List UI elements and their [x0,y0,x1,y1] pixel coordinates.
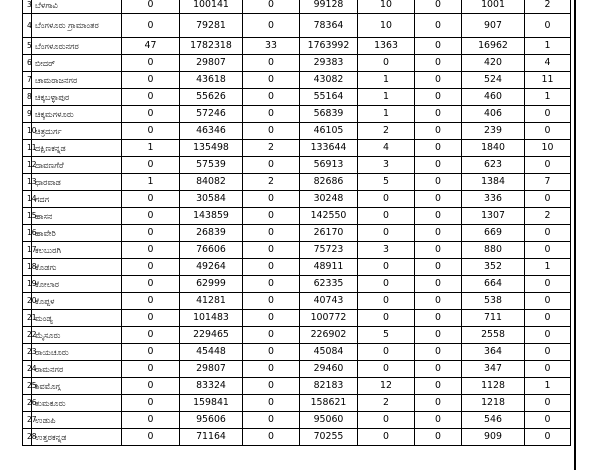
value-cell-c1: 0 [122,14,180,38]
value-cell-c2: 29807 [180,55,243,72]
value-cell-c1: 0 [122,310,180,327]
serial-number-cell: 5 [23,38,32,55]
value-cell-c8: 4 [525,55,571,72]
table-row [23,429,571,446]
value-cell-c3: 2 [243,174,300,191]
district-name-cell: ತುಮಕೂರು [32,395,122,412]
value-cell-c4: 56839 [300,106,358,123]
value-cell-c6: 0 [415,0,462,14]
value-cell-c4: 133644 [300,140,358,157]
district-name-cell: ಚಾಮರಾಜನಗರ [32,72,122,89]
serial-number-cell: 17 [23,242,32,259]
serial-number-cell: 18 [23,259,32,276]
value-cell-c1: 0 [122,344,180,361]
value-cell-c5: 1363 [358,38,415,55]
district-name-cell: ಶಿವಮೊಗ್ಗ [32,378,122,395]
table-row [23,276,571,293]
value-cell-c5: 10 [358,14,415,38]
value-cell-c1: 0 [122,276,180,293]
district-name-cell: ಹಾಸನ [32,208,122,225]
value-cell-c8: 0 [525,123,571,140]
serial-number-cell: 26 [23,395,32,412]
table-row [23,327,571,344]
value-cell-c4: 43082 [300,72,358,89]
serial-number-cell: 4 [23,14,32,38]
value-cell-c2: 57246 [180,106,243,123]
value-cell-c5: 0 [358,293,415,310]
value-cell-c8: 0 [525,395,571,412]
value-cell-c1: 0 [122,106,180,123]
value-cell-c3: 0 [243,55,300,72]
value-cell-c3: 0 [243,293,300,310]
table-row [23,174,571,191]
value-cell-c6: 0 [415,89,462,106]
value-cell-c2: 45448 [180,344,243,361]
value-cell-c3: 0 [243,327,300,344]
serial-number-cell: 15 [23,208,32,225]
value-cell-c4: 30248 [300,191,358,208]
district-name-cell: ಉತ್ತರಕನ್ನಡ [32,429,122,446]
table-row [23,344,571,361]
value-cell-c1: 0 [122,0,180,14]
value-cell-c1: 0 [122,242,180,259]
value-cell-c6: 0 [415,293,462,310]
table-row [23,89,571,106]
serial-number-cell: 8 [23,89,32,106]
value-cell-c4: 45084 [300,344,358,361]
district-name-cell: ಕೋಲಾರ [32,276,122,293]
value-cell-c7: 1218 [462,395,525,412]
value-cell-c4: 48911 [300,259,358,276]
value-cell-c4: 70255 [300,429,358,446]
value-cell-c8: 7 [525,174,571,191]
value-cell-c3: 33 [243,38,300,55]
table-row [23,0,571,14]
value-cell-c3: 0 [243,225,300,242]
value-cell-c3: 0 [243,14,300,38]
value-cell-c2: 43618 [180,72,243,89]
value-cell-c1: 0 [122,225,180,242]
value-cell-c5: 1 [358,106,415,123]
value-cell-c4: 75723 [300,242,358,259]
value-cell-c8: 1 [525,89,571,106]
district-name-cell: ಕೊಡಗು [32,259,122,276]
value-cell-c2: 57539 [180,157,243,174]
value-cell-c7: 2558 [462,327,525,344]
value-cell-c2: 1782318 [180,38,243,55]
value-cell-c5: 0 [358,429,415,446]
value-cell-c2: 143859 [180,208,243,225]
value-cell-c2: 100141 [180,0,243,14]
value-cell-c7: 239 [462,123,525,140]
value-cell-c1: 0 [122,208,180,225]
table-row [23,378,571,395]
serial-number-cell: 6 [23,55,32,72]
table-row [23,361,571,378]
value-cell-c8: 0 [525,412,571,429]
serial-number-cell: 28 [23,429,32,446]
value-cell-c6: 0 [415,429,462,446]
value-cell-c3: 0 [243,191,300,208]
value-cell-c7: 347 [462,361,525,378]
value-cell-c3: 0 [243,276,300,293]
value-cell-c2: 46346 [180,123,243,140]
serial-number-cell: 3 [23,0,32,14]
district-name-cell: ಉಡುಪಿ [32,412,122,429]
value-cell-c8: 0 [525,344,571,361]
value-cell-c5: 0 [358,344,415,361]
value-cell-c4: 142550 [300,208,358,225]
district-name-cell: ಹಾವೇರಿ [32,225,122,242]
page-border [574,0,576,470]
value-cell-c2: 76606 [180,242,243,259]
value-cell-c6: 0 [415,242,462,259]
district-name-cell: ಬೆಳಗಾವಿ [32,0,122,14]
serial-number-cell: 10 [23,123,32,140]
value-cell-c7: 623 [462,157,525,174]
value-cell-c5: 2 [358,123,415,140]
value-cell-c6: 0 [415,106,462,123]
value-cell-c1: 1 [122,174,180,191]
value-cell-c8: 1 [525,378,571,395]
value-cell-c3: 0 [243,242,300,259]
table-row [23,14,571,38]
serial-number-cell: 13 [23,174,32,191]
district-name-cell: ಕಲಬುರಗಿ [32,242,122,259]
value-cell-c2: 71164 [180,429,243,446]
value-cell-c6: 0 [415,395,462,412]
value-cell-c7: 909 [462,429,525,446]
table-row [23,191,571,208]
value-cell-c2: 29807 [180,361,243,378]
value-cell-c8: 0 [525,310,571,327]
value-cell-c4: 226902 [300,327,358,344]
district-name-cell: ಬೆಂಗಳೂರು ಗ್ರಾಮಾಂತರ [32,14,122,38]
table-row [23,123,571,140]
district-name-cell: ಗದಗ [32,191,122,208]
serial-number-cell: 23 [23,344,32,361]
value-cell-c7: 880 [462,242,525,259]
value-cell-c4: 82686 [300,174,358,191]
value-cell-c3: 0 [243,208,300,225]
value-cell-c6: 0 [415,123,462,140]
value-cell-c8: 0 [525,242,571,259]
table-row [23,72,571,89]
value-cell-c8: 0 [525,429,571,446]
table-row [23,412,571,429]
value-cell-c8: 0 [525,276,571,293]
value-cell-c6: 0 [415,157,462,174]
value-cell-c5: 0 [358,361,415,378]
district-name-cell: ಬೆಂಗಳೂರುನಗರ [32,38,122,55]
value-cell-c4: 55164 [300,89,358,106]
value-cell-c6: 0 [415,344,462,361]
table-row [23,157,571,174]
serial-number-cell: 22 [23,327,32,344]
value-cell-c7: 907 [462,14,525,38]
value-cell-c2: 62999 [180,276,243,293]
district-name-cell: ಬೀದರ್ [32,55,122,72]
table-row [23,140,571,157]
serial-number-cell: 27 [23,412,32,429]
value-cell-c8: 0 [525,157,571,174]
value-cell-c1: 0 [122,429,180,446]
value-cell-c1: 0 [122,412,180,429]
value-cell-c5: 0 [358,412,415,429]
value-cell-c3: 0 [243,310,300,327]
value-cell-c2: 26839 [180,225,243,242]
value-cell-c2: 229465 [180,327,243,344]
table-row [23,242,571,259]
value-cell-c6: 0 [415,412,462,429]
value-cell-c3: 0 [243,259,300,276]
value-cell-c7: 1128 [462,378,525,395]
value-cell-c6: 0 [415,327,462,344]
value-cell-c2: 55626 [180,89,243,106]
value-cell-c7: 711 [462,310,525,327]
value-cell-c3: 0 [243,378,300,395]
value-cell-c7: 336 [462,191,525,208]
value-cell-c1: 47 [122,38,180,55]
value-cell-c1: 0 [122,327,180,344]
value-cell-c5: 4 [358,140,415,157]
value-cell-c2: 30584 [180,191,243,208]
value-cell-c5: 0 [358,310,415,327]
value-cell-c6: 0 [415,208,462,225]
value-cell-c4: 62335 [300,276,358,293]
table-row [23,259,571,276]
serial-number-cell: 11 [23,140,32,157]
value-cell-c7: 1001 [462,0,525,14]
value-cell-c3: 0 [243,395,300,412]
value-cell-c4: 56913 [300,157,358,174]
table-row [23,38,571,55]
serial-number-cell: 25 [23,378,32,395]
value-cell-c5: 2 [358,395,415,412]
value-cell-c3: 0 [243,157,300,174]
value-cell-c3: 0 [243,89,300,106]
value-cell-c7: 1840 [462,140,525,157]
value-cell-c7: 538 [462,293,525,310]
serial-number-cell: 24 [23,361,32,378]
district-name-cell: ಚಿತ್ರದುರ್ಗ [32,123,122,140]
value-cell-c6: 0 [415,140,462,157]
value-cell-c8: 2 [525,208,571,225]
district-statistics-table [22,0,571,446]
value-cell-c1: 0 [122,191,180,208]
value-cell-c5: 5 [358,327,415,344]
value-cell-c7: 364 [462,344,525,361]
value-cell-c5: 0 [358,225,415,242]
value-cell-c5: 0 [358,259,415,276]
table-body [23,0,571,446]
value-cell-c5: 12 [358,378,415,395]
value-cell-c5: 0 [358,55,415,72]
value-cell-c1: 0 [122,378,180,395]
value-cell-c5: 1 [358,72,415,89]
value-cell-c6: 0 [415,361,462,378]
value-cell-c8: 10 [525,140,571,157]
district-name-cell: ಕೊಪ್ಪಳ [32,293,122,310]
value-cell-c5: 0 [358,191,415,208]
value-cell-c4: 29460 [300,361,358,378]
value-cell-c1: 0 [122,395,180,412]
value-cell-c1: 0 [122,293,180,310]
value-cell-c4: 99128 [300,0,358,14]
value-cell-c4: 82183 [300,378,358,395]
value-cell-c7: 460 [462,89,525,106]
value-cell-c1: 0 [122,55,180,72]
serial-number-cell: 9 [23,106,32,123]
value-cell-c7: 352 [462,259,525,276]
value-cell-c1: 0 [122,89,180,106]
district-name-cell: ರಾಯಚೂರು [32,344,122,361]
table-row [23,106,571,123]
district-name-cell: ಮೈಸೂರು [32,327,122,344]
value-cell-c4: 46105 [300,123,358,140]
value-cell-c7: 1384 [462,174,525,191]
value-cell-c3: 0 [243,106,300,123]
value-cell-c4: 78364 [300,14,358,38]
value-cell-c5: 3 [358,242,415,259]
value-cell-c3: 0 [243,0,300,14]
district-name-cell: ದಾವಣಗೆರೆ [32,157,122,174]
value-cell-c1: 0 [122,157,180,174]
value-cell-c8: 1 [525,259,571,276]
value-cell-c6: 0 [415,14,462,38]
table-row [23,225,571,242]
table-row [23,208,571,225]
value-cell-c6: 0 [415,174,462,191]
value-cell-c1: 0 [122,361,180,378]
value-cell-c3: 0 [243,429,300,446]
value-cell-c4: 26170 [300,225,358,242]
value-cell-c8: 0 [525,225,571,242]
value-cell-c4: 1763992 [300,38,358,55]
value-cell-c5: 0 [358,276,415,293]
serial-number-cell: 21 [23,310,32,327]
data-table-container [22,0,570,446]
value-cell-c2: 83324 [180,378,243,395]
value-cell-c5: 10 [358,0,415,14]
value-cell-c7: 406 [462,106,525,123]
value-cell-c3: 0 [243,344,300,361]
value-cell-c2: 41281 [180,293,243,310]
value-cell-c7: 420 [462,55,525,72]
value-cell-c2: 49264 [180,259,243,276]
value-cell-c1: 0 [122,259,180,276]
serial-number-cell: 16 [23,225,32,242]
value-cell-c3: 0 [243,72,300,89]
value-cell-c5: 5 [358,174,415,191]
value-cell-c6: 0 [415,191,462,208]
value-cell-c7: 1307 [462,208,525,225]
value-cell-c6: 0 [415,72,462,89]
district-name-cell: ಚಿಕ್ಕಮಗಳೂರು [32,106,122,123]
value-cell-c2: 79281 [180,14,243,38]
serial-number-cell: 19 [23,276,32,293]
value-cell-c2: 135498 [180,140,243,157]
value-cell-c8: 0 [525,14,571,38]
table-row [23,395,571,412]
value-cell-c8: 0 [525,327,571,344]
value-cell-c3: 0 [243,361,300,378]
value-cell-c7: 546 [462,412,525,429]
table-row [23,293,571,310]
value-cell-c6: 0 [415,259,462,276]
value-cell-c7: 524 [462,72,525,89]
value-cell-c1: 0 [122,123,180,140]
district-name-cell: ರಾಮನಗರ [32,361,122,378]
table-row [23,55,571,72]
value-cell-c6: 0 [415,378,462,395]
value-cell-c8: 0 [525,293,571,310]
serial-number-cell: 12 [23,157,32,174]
value-cell-c5: 1 [358,89,415,106]
value-cell-c6: 0 [415,225,462,242]
value-cell-c1: 0 [122,72,180,89]
district-name-cell: ಚಿಕ್ಕಬಳ್ಳಾಪುರ [32,89,122,106]
value-cell-c2: 84082 [180,174,243,191]
value-cell-c2: 159841 [180,395,243,412]
table-row [23,310,571,327]
value-cell-c3: 0 [243,123,300,140]
value-cell-c8: 0 [525,361,571,378]
value-cell-c8: 2 [525,0,571,14]
serial-number-cell: 7 [23,72,32,89]
value-cell-c7: 16962 [462,38,525,55]
value-cell-c8: 11 [525,72,571,89]
value-cell-c4: 158621 [300,395,358,412]
value-cell-c4: 100772 [300,310,358,327]
value-cell-c6: 0 [415,276,462,293]
value-cell-c4: 29383 [300,55,358,72]
district-name-cell: ಮಂಡ್ಯ [32,310,122,327]
serial-number-cell: 20 [23,293,32,310]
value-cell-c2: 101483 [180,310,243,327]
value-cell-c7: 669 [462,225,525,242]
district-name-cell: ಧಾರವಾಡ [32,174,122,191]
value-cell-c2: 95606 [180,412,243,429]
value-cell-c5: 3 [358,157,415,174]
value-cell-c4: 95060 [300,412,358,429]
value-cell-c1: 1 [122,140,180,157]
value-cell-c6: 0 [415,310,462,327]
value-cell-c8: 0 [525,191,571,208]
value-cell-c6: 0 [415,38,462,55]
value-cell-c5: 0 [358,208,415,225]
district-name-cell: ದಕ್ಷಿಣಕನ್ನಡ [32,140,122,157]
value-cell-c3: 2 [243,140,300,157]
serial-number-cell: 14 [23,191,32,208]
value-cell-c3: 0 [243,412,300,429]
value-cell-c8: 1 [525,38,571,55]
value-cell-c8: 0 [525,106,571,123]
value-cell-c6: 0 [415,55,462,72]
value-cell-c7: 664 [462,276,525,293]
value-cell-c4: 40743 [300,293,358,310]
